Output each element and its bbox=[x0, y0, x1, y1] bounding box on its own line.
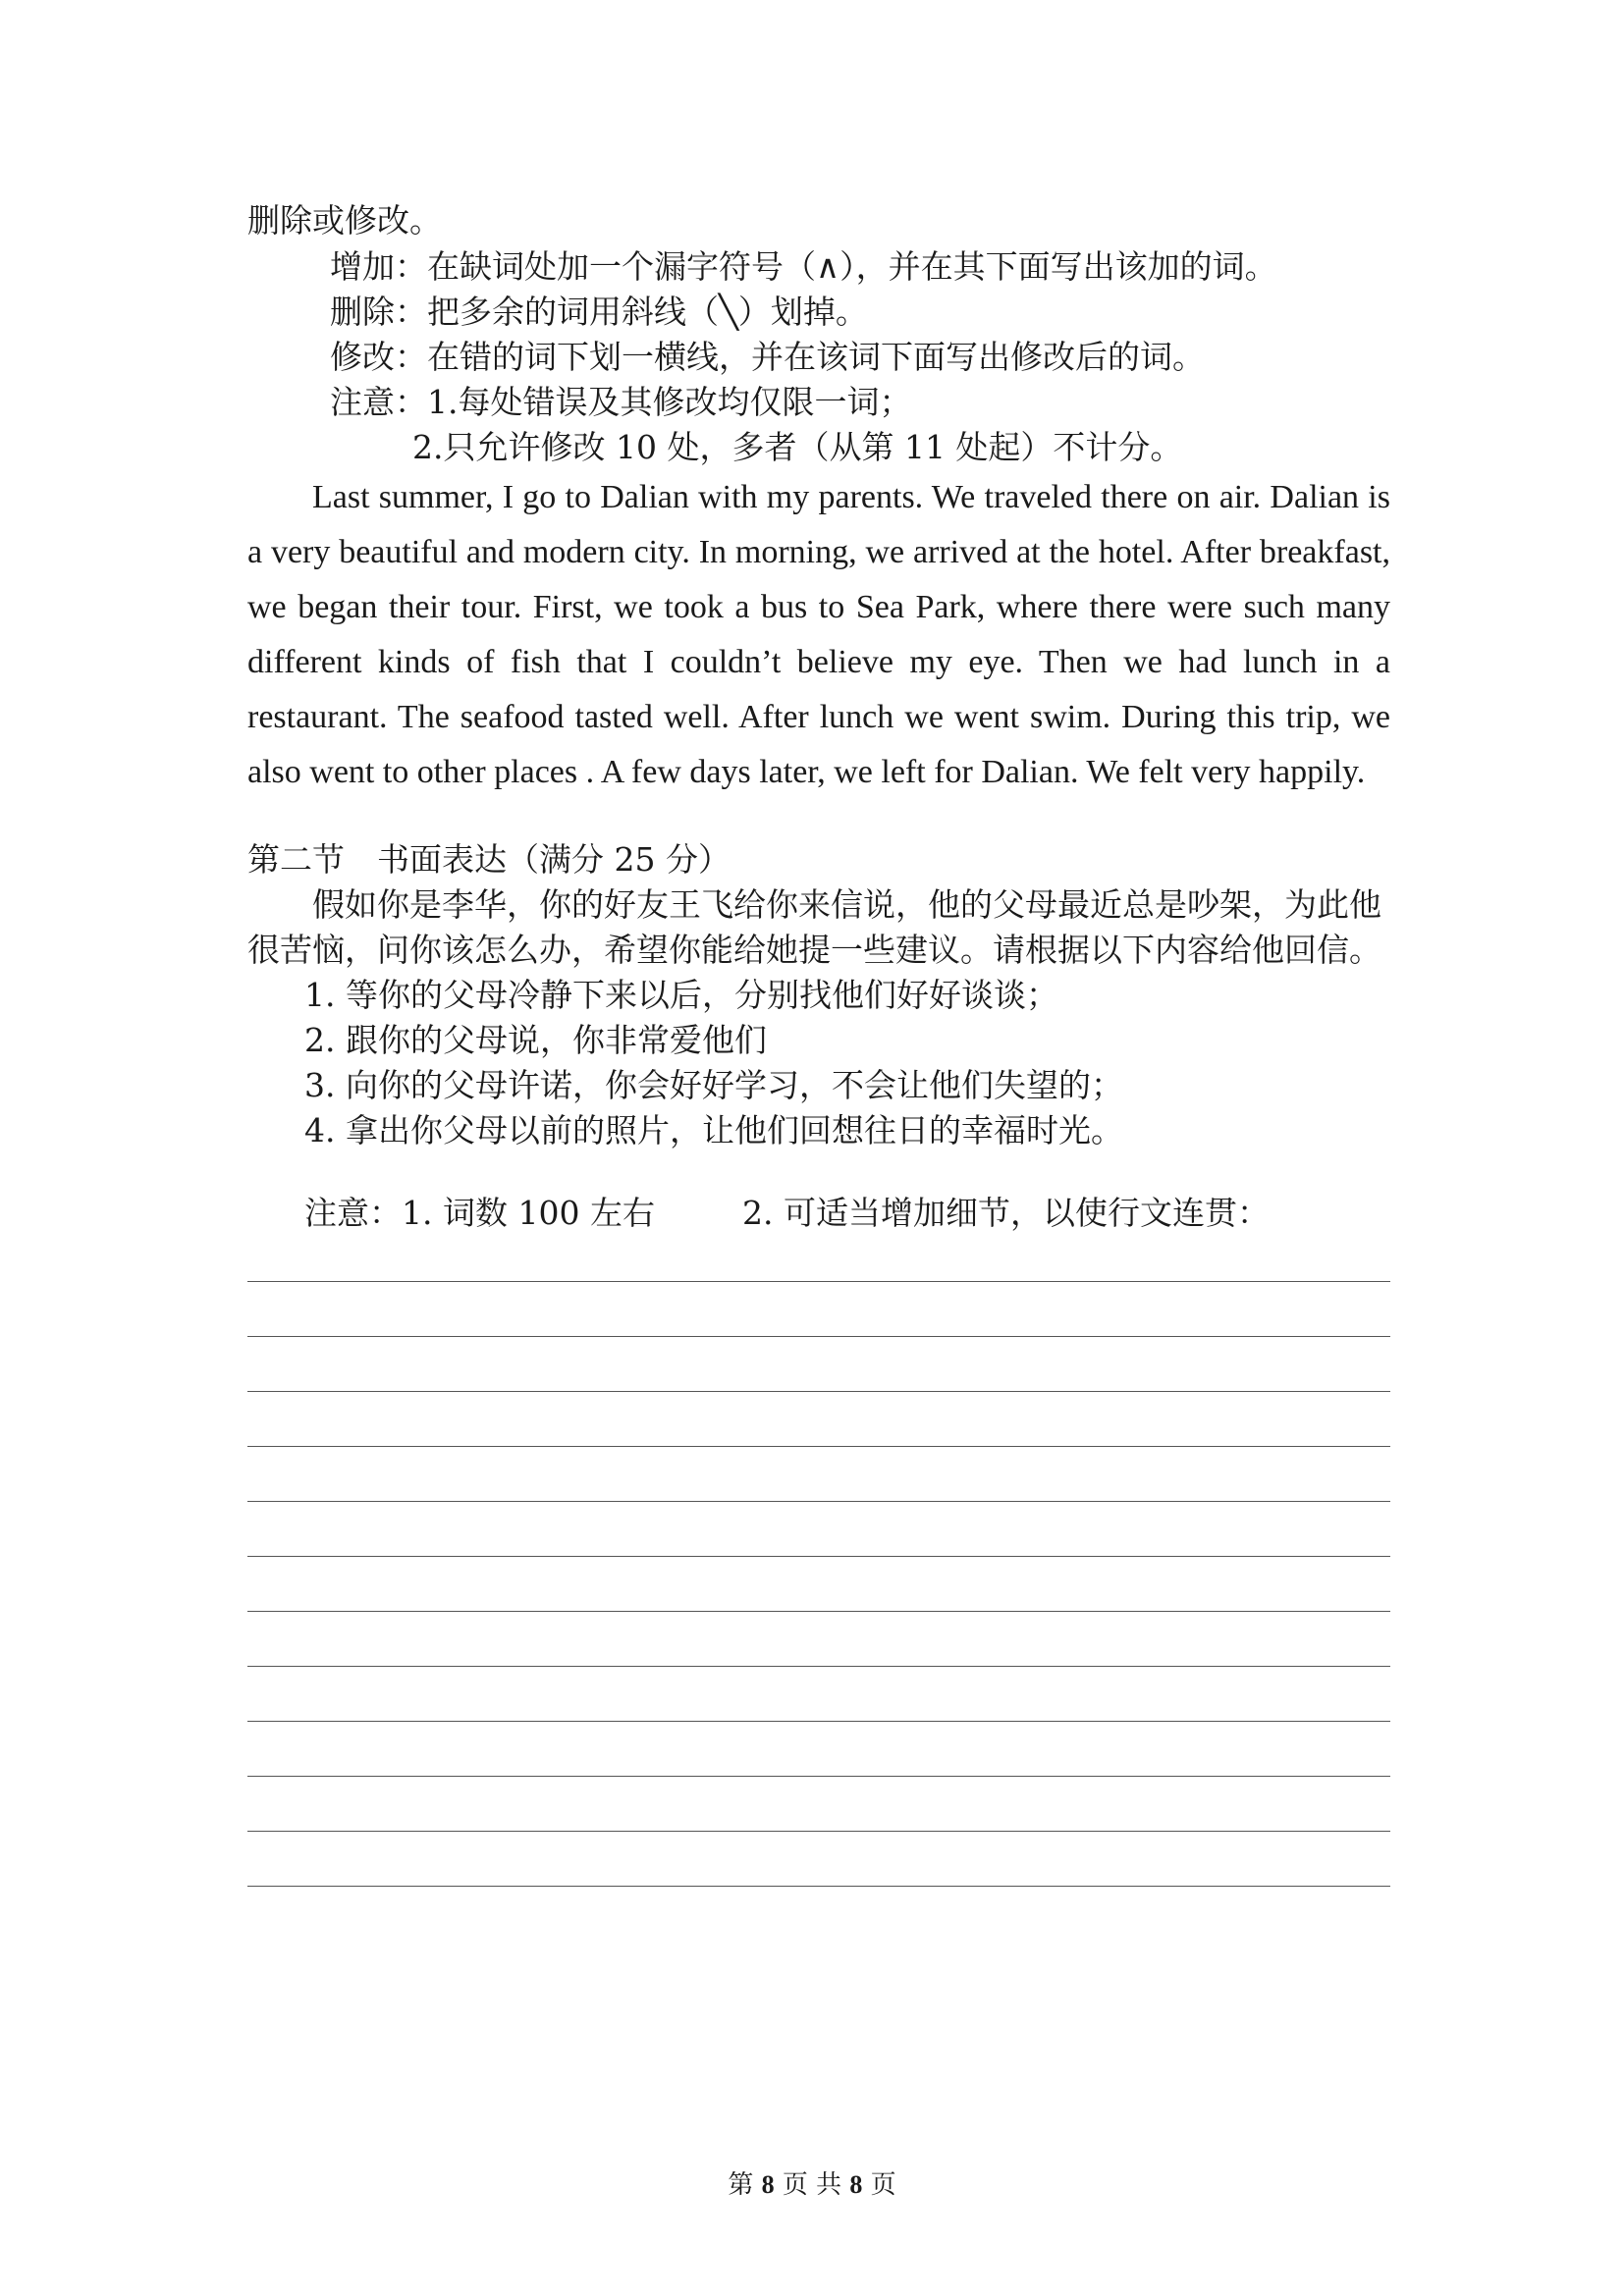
writing-point: 1. 等你的父母冷静下来以后，分别找他们好好谈谈； bbox=[304, 976, 1058, 1014]
instruction-delete: 删除：把多余的词用斜线（╲）划掉。 bbox=[330, 293, 868, 331]
instruction-add: 增加：在缺词处加一个漏字符号（∧），并在其下面写出该加的词。 bbox=[330, 247, 1277, 286]
writing-prompt-line-1: 假如你是李华，你的好友王飞给你来信说，他的父母最近总是吵架，为此他 bbox=[312, 885, 1381, 924]
answer-line[interactable] bbox=[247, 1336, 1390, 1337]
footer-middle: 页 共 bbox=[782, 2170, 842, 2200]
writing-point: 3. 向你的父母许诺，你会好好学习，不会让他们失望的； bbox=[304, 1066, 1123, 1104]
section-title: 第二节 书面表达（满分 25 分） bbox=[247, 840, 731, 879]
passage-line: restaurant. The seafood tasted well. After lunch we went swim. During this trip, we bbox=[247, 699, 1390, 735]
answer-line[interactable] bbox=[247, 1501, 1390, 1502]
answer-line[interactable] bbox=[247, 1446, 1390, 1447]
answer-line[interactable] bbox=[247, 1391, 1390, 1392]
footer-prefix: 第 bbox=[728, 2170, 754, 2200]
page-footer bbox=[0, 2169, 1624, 2201]
passage-line: a very beautiful and modern city. In morning, we arrived at the hotel. After breakfast, bbox=[247, 534, 1390, 570]
writing-point: 2. 跟你的父母说，你非常爱他们 bbox=[304, 1021, 767, 1059]
instruction-modify: 修改：在错的词下划一横线，并在该词下面写出修改后的词。 bbox=[330, 338, 1205, 376]
passage-line: also went to other places . A few days later, we left for Dalian. We felt very happily. bbox=[247, 754, 1366, 790]
writing-point: 4. 拿出你父母以前的照片，让他们回想往日的幸福时光。 bbox=[304, 1111, 1123, 1149]
writing-note-word-count: 注意：1. 词数 100 左右 bbox=[304, 1194, 655, 1232]
writing-prompt-line-2: 很苦恼，问你该怎么办，希望你能给她提一些建议。请根据以下内容给他回信。 bbox=[247, 931, 1381, 969]
answer-line[interactable] bbox=[247, 1281, 1390, 1282]
writing-note-details: 2. 可适当增加细节，以使行文连贯： bbox=[742, 1194, 1270, 1232]
instruction-note-2: 2.只允许修改 10 处，多者（从第 11 处起）不计分。 bbox=[412, 428, 1183, 466]
answer-line[interactable] bbox=[247, 1556, 1390, 1557]
passage-line: we began their tour. First, we took a bus to Sea Park, where there were such many bbox=[247, 589, 1390, 625]
footer-total-pages: 8 bbox=[849, 2170, 863, 2199]
answer-line[interactable] bbox=[247, 1721, 1390, 1722]
passage-line: Last summer, I go to Dalian with my parents. We traveled there on air. Dalian is bbox=[312, 479, 1390, 515]
answer-line[interactable] bbox=[247, 1611, 1390, 1612]
answer-line[interactable] bbox=[247, 1776, 1390, 1777]
answer-line[interactable] bbox=[247, 1831, 1390, 1832]
instructions-intro: 删除或修改。 bbox=[247, 201, 442, 240]
footer-page-number: 8 bbox=[761, 2170, 775, 2199]
answer-line[interactable] bbox=[247, 1886, 1390, 1887]
answer-line[interactable] bbox=[247, 1666, 1390, 1667]
footer-suffix: 页 bbox=[870, 2170, 896, 2200]
passage-line: different kinds of fish that I couldn’t believe my eye. Then we had lunch in a bbox=[247, 644, 1390, 680]
instruction-note-1: 注意：1.每处错误及其修改均仅限一词； bbox=[330, 383, 912, 421]
